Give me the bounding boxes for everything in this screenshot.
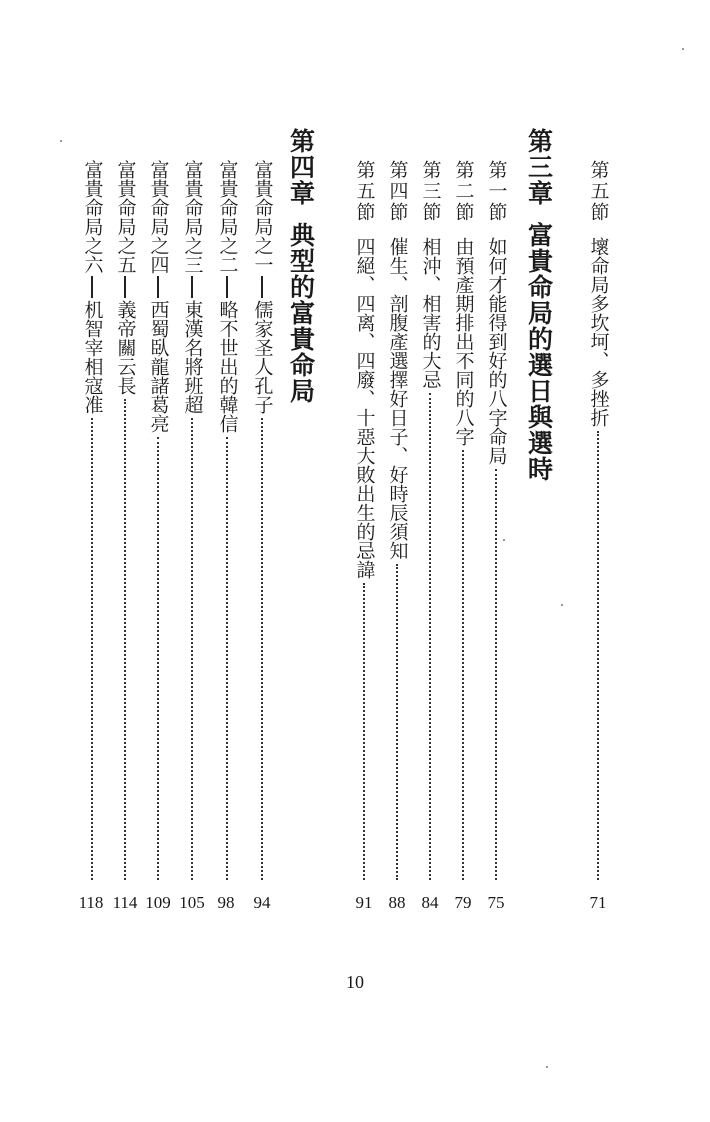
entry-title: 由預產期排出不同的八字 [452,237,475,446]
entry-page: 118 [78,893,104,912]
dash-separator [191,276,193,298]
chapter-number: 第三章 [524,128,554,206]
entry-page: 94 [253,893,271,912]
toc-entry-ch4-case1 [248,160,276,880]
entry-page: 105 [179,893,205,912]
dot-leader [597,431,599,880]
entry-title: 西蜀臥龍諸葛亮 [147,300,170,433]
entry-page: 88 [388,893,406,912]
toc-entry-ch3-sec4 [383,160,411,880]
toc-entry-ch4-case6 [78,160,106,880]
dash-separator [91,276,93,298]
entry-title: 如何才能得到好的八字命局 [485,237,508,465]
toc-entry-ch3-sec1 [482,160,510,880]
dash-separator [157,276,159,298]
entry-title: 義帝關云長 [114,300,137,395]
entry-title: 机智宰相寇准 [81,300,104,414]
toc-entry-ch4-case4 [144,160,172,880]
dot-leader [226,437,228,880]
entry-page: 71 [589,893,607,912]
entry-label: 富貴命局之五 [114,160,137,274]
scan-speck [60,140,62,142]
toc-entry-prev-section5 [584,160,612,880]
entry-label: 富貴命局之二 [216,160,239,274]
entry-label: 第四節 [386,160,409,223]
entry-label: 第三節 [419,160,442,223]
dot-leader [191,418,193,880]
dash-separator [124,276,126,298]
toc-entry-ch3-sec2 [449,160,477,880]
toc-entry-ch3-sec5 [350,160,378,880]
toc-entry-ch4-case5 [111,160,139,880]
entry-label: 富貴命局之一 [251,160,274,274]
entry-label: 富貴命局之六 [81,160,104,274]
entry-label: 第二節 [452,160,475,223]
chapter3-heading [522,128,556,482]
entry-page: 79 [454,893,472,912]
entry-title: 略不世出的韓信 [216,300,239,433]
entry-page: 75 [487,893,505,912]
entry-label: 富貴命局之三 [181,160,204,274]
chapter-number: 第四章 [286,128,316,206]
dot-leader [495,469,497,880]
entry-title: 壞命局多坎坷、多挫折 [587,237,610,427]
entry-page: 109 [145,893,171,912]
entry-label: 第五節 [587,160,610,223]
scan-speck [682,48,684,50]
dot-leader [462,450,464,880]
toc-entry-ch4-case3 [178,160,206,880]
entry-label: 富貴命局之四 [147,160,170,274]
toc-entry-ch3-sec3 [416,160,444,880]
entry-page: 91 [355,893,373,912]
dot-leader [157,437,159,880]
entry-page: 114 [112,893,138,912]
dot-leader [91,418,93,880]
dot-leader [429,393,431,880]
entry-page: 84 [421,893,439,912]
chapter-title: 典型的富貴命局 [286,222,316,404]
entry-label: 第五節 [353,160,376,223]
entry-title: 相沖、相害的大忌 [419,237,442,389]
dot-leader [363,583,365,880]
entry-title: 儒家圣人孔子 [251,300,274,414]
entry-page: 98 [217,893,235,912]
dot-leader [261,418,263,880]
entry-title: 東漢名將班超 [181,300,204,414]
entry-title: 催生、剖腹產選擇好日子、好時辰須知 [386,237,409,560]
entry-label: 第一節 [485,160,508,223]
chapter-title: 富貴命局的選日與選時 [524,222,554,482]
entry-title: 四絕、四离、四廢、十惡大敗出生的忌諱 [353,237,376,579]
scan-speck [546,1066,548,1068]
dot-leader [124,399,126,880]
scan-speck [561,604,563,606]
toc-entry-ch4-case2 [213,160,241,880]
dot-leader [396,564,398,880]
page-number: 10 [346,972,364,992]
dash-separator [226,276,228,298]
dash-separator [261,276,263,298]
chapter4-heading [284,128,318,404]
scan-speck [503,539,505,541]
